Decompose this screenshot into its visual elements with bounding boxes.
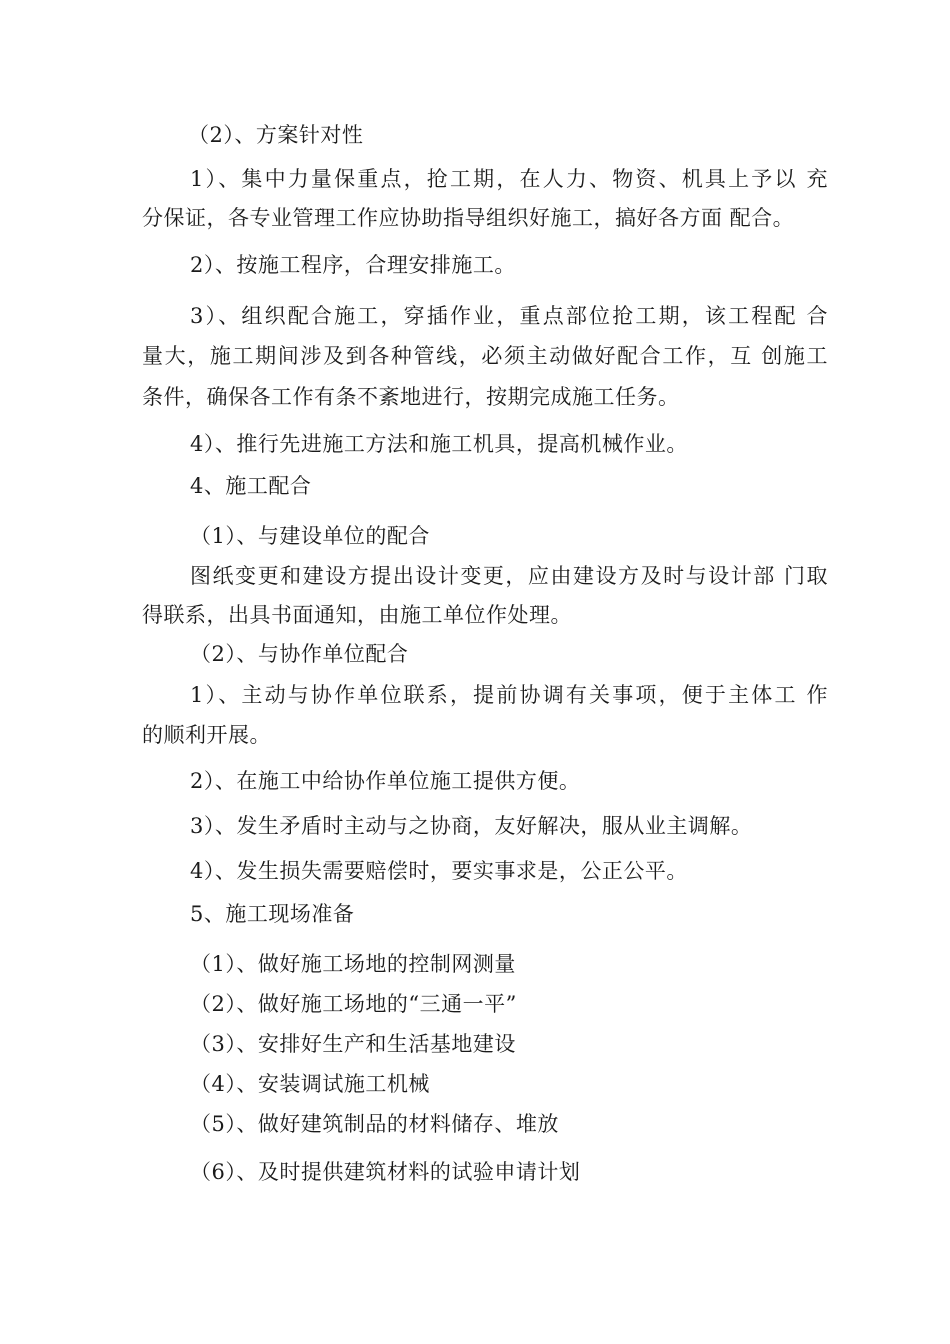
list-item: （2）、做好施工场地的“三通一平” bbox=[190, 992, 517, 1016]
list-item: （4）、安装调试施工机械 bbox=[190, 1072, 430, 1096]
paragraph-line: 1）、主动与协作单位联系，提前协调有关事项，便于主体工 作 bbox=[190, 683, 828, 707]
paragraph-line: 1）、集中力量保重点，抢工期，在人力、物资、机具上予以 充 bbox=[190, 167, 828, 191]
paragraph-line: 4）、发生损失需要赔偿时，要实事求是，公正公平。 bbox=[190, 859, 688, 883]
paragraph-line: 2）、在施工中给协作单位施工提供方便。 bbox=[190, 769, 581, 793]
paragraph-line: 3）、发生矛盾时主动与之协商，友好解决，服从业主调解。 bbox=[190, 814, 753, 838]
list-item: （5）、做好建筑制品的材料储存、堆放 bbox=[190, 1112, 559, 1136]
paragraph-line: 条件，确保各工作有条不紊地进行，按期完成施工任务。 bbox=[142, 385, 680, 409]
list-item: （1）、做好施工场地的控制网测量 bbox=[190, 952, 516, 976]
paragraph-line: 图纸变更和建设方提出设计变更，应由建设方及时与设计部 门取 bbox=[190, 564, 828, 588]
paragraph-line: 4）、推行先进施工方法和施工机具，提高机械作业。 bbox=[190, 432, 688, 456]
subheading-partner-coordination: （2）、与协作单位配合 bbox=[190, 642, 409, 666]
paragraph-line: 得联系，出具书面通知，由施工单位作处理。 bbox=[142, 603, 572, 627]
list-item: （3）、安排好生产和生活基地建设 bbox=[190, 1032, 516, 1056]
paragraph-line: 2）、按施工程序，合理安排施工。 bbox=[190, 253, 516, 277]
section-heading-construction-coordination: 4、施工配合 bbox=[190, 474, 312, 498]
paragraph-line: 量大，施工期间涉及到各种管线，必须主动做好配合工作，互 创施工 bbox=[142, 344, 828, 368]
paragraph-line: 的顺利开展。 bbox=[142, 723, 271, 747]
section-heading-site-preparation: 5、施工现场准备 bbox=[190, 902, 355, 926]
list-item: （6）、及时提供建筑材料的试验申请计划 bbox=[190, 1160, 581, 1184]
heading-plan-targeting: （2）、方案针对性 bbox=[188, 123, 364, 147]
paragraph-line: 3）、组织配合施工，穿插作业，重点部位抢工期，该工程配 合 bbox=[190, 304, 828, 328]
paragraph-line: 分保证，各专业管理工作应协助指导组织好施工，搞好各方面 配合。 bbox=[142, 206, 795, 230]
subheading-owner-coordination: （1）、与建设单位的配合 bbox=[190, 524, 430, 548]
